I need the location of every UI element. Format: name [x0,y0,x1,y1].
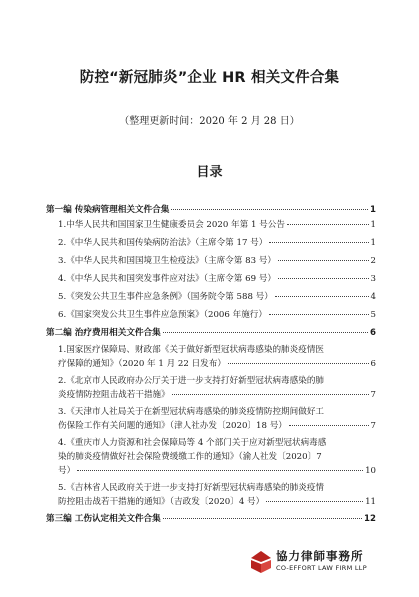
toc-item[interactable] [46,436,376,478]
toc-page-number: 4 [370,292,376,302]
toc-item-text: 伤保险工作有关问题的通知》（津人社办发〔2020〕18 号） [58,421,287,431]
dot-leader [171,209,368,210]
law-firm-emblem-icon [250,550,272,574]
toc-part-title: 第二编 治疗费用相关文件合集 [46,328,161,338]
dot-leader [77,470,363,471]
toc-item[interactable] [46,343,376,371]
dot-leader [269,314,369,315]
toc-item-text: 6.《国家突发公共卫生事件应急预案》（2006 年施行） [58,310,267,320]
toc-item-text: 号） [58,466,76,476]
toc-item[interactable] [46,405,376,433]
toc-item[interactable] [46,218,376,232]
dot-leader [228,363,369,364]
law-firm-name-en: CO-EFFORT LAW FIRM LLP [276,564,367,572]
toc-item-text-line: 4.《重庆市人力资源和社会保障局等 4 个部门关于应对新型冠状病毒感 [58,438,327,448]
toc-part-1[interactable] [46,202,376,218]
toc-part-title: 第一编 传染病管理相关文件合集 [46,205,170,215]
toc-item-text: 4.《中华人民共和国突发事件应对法》（主席令第 69 号） [58,274,276,284]
dot-leader [269,242,368,243]
toc-item[interactable] [46,236,376,250]
toc-item-text-line: 3.《天津市人社局关于在新型冠状病毒感染的肺炎疫情防控期间做好工 [58,407,325,417]
dot-leader [172,394,369,395]
dot-leader [289,425,369,426]
dot-leader [275,296,369,297]
toc-item-text-line: 染的肺炎疫情做好社会保险费缓缴工作的通知》（渝人社发〔2020〕7 [58,452,322,462]
document-title: 防控“新冠肺炎”企业 HR 相关文件合集 [79,70,340,86]
law-firm-logo [250,548,390,580]
toc-item-text: 防控阻击战若干措施的通知》（吉政发〔2020〕4 号） [58,497,265,507]
toc-item-text: 炎疫情防控阻击战若干措施》 [58,390,170,400]
table-of-contents [46,202,376,527]
toc-page-number: 1 [370,205,376,215]
toc-heading: 目录 [196,165,223,180]
toc-item-text-line: 2.《北京市人民政府办公厅关于进一步支持打好新型冠状病毒感染的肺 [58,376,325,386]
toc-page-number: 11 [365,497,376,507]
toc-page-number: 10 [365,466,376,476]
dot-leader [163,518,362,519]
toc-page-number: 7 [370,421,376,431]
toc-item-text: 5.《突发公共卫生事件应急条例》（国务院令第 588 号） [58,292,273,302]
dot-leader [266,501,363,502]
toc-page-number: 12 [364,514,376,524]
document-subtitle: （整理更新时间：2020 年 2 月 28 日） [119,116,300,127]
dot-leader [278,260,369,261]
toc-item[interactable] [46,272,376,286]
law-firm-name-cn: 協力律師事務所 [276,549,364,563]
toc-item-text: 1.中华人民共和国国家卫生健康委员会 2020 年第 1 号公告 [58,220,285,230]
dot-leader [278,278,369,279]
toc-page-number: 6 [370,328,376,338]
toc-page-number: 7 [370,390,376,400]
toc-page-number: 1 [370,220,376,230]
toc-item[interactable] [46,374,376,402]
toc-item[interactable] [46,308,376,322]
dot-leader [287,224,369,225]
toc-item[interactable] [46,290,376,304]
toc-page-number: 5 [370,310,376,320]
dot-leader [163,332,368,333]
toc-page-number: 1 [370,238,376,248]
toc-item-text: 2.《中华人民共和国传染病防治法》（主席令第 17 号） [58,238,268,248]
toc-part-title: 第三编 工伤认定相关文件合集 [46,514,161,524]
toc-part-2[interactable] [46,325,376,341]
toc-page-number: 3 [370,274,376,284]
toc-item-text-line: 1.国家医疗保障局、财政部《关于做好新型冠状病毒感染的肺炎疫情医 [58,345,325,355]
toc-item[interactable] [46,254,376,268]
toc-page-number: 2 [370,256,376,266]
toc-item-text-line: 5.《吉林省人民政府关于进一步支持打好新型冠状病毒感染的肺炎疫情 [58,483,325,493]
toc-page-number: 6 [370,359,376,369]
toc-item-text: 疗保障的通知》（2020 年 1 月 22 日发布） [58,359,226,369]
toc-part-3[interactable] [46,511,376,527]
toc-item-text: 3.《中华人民共和国国境卫生检疫法》（主席令第 83 号） [58,256,276,266]
toc-item[interactable] [46,481,376,509]
